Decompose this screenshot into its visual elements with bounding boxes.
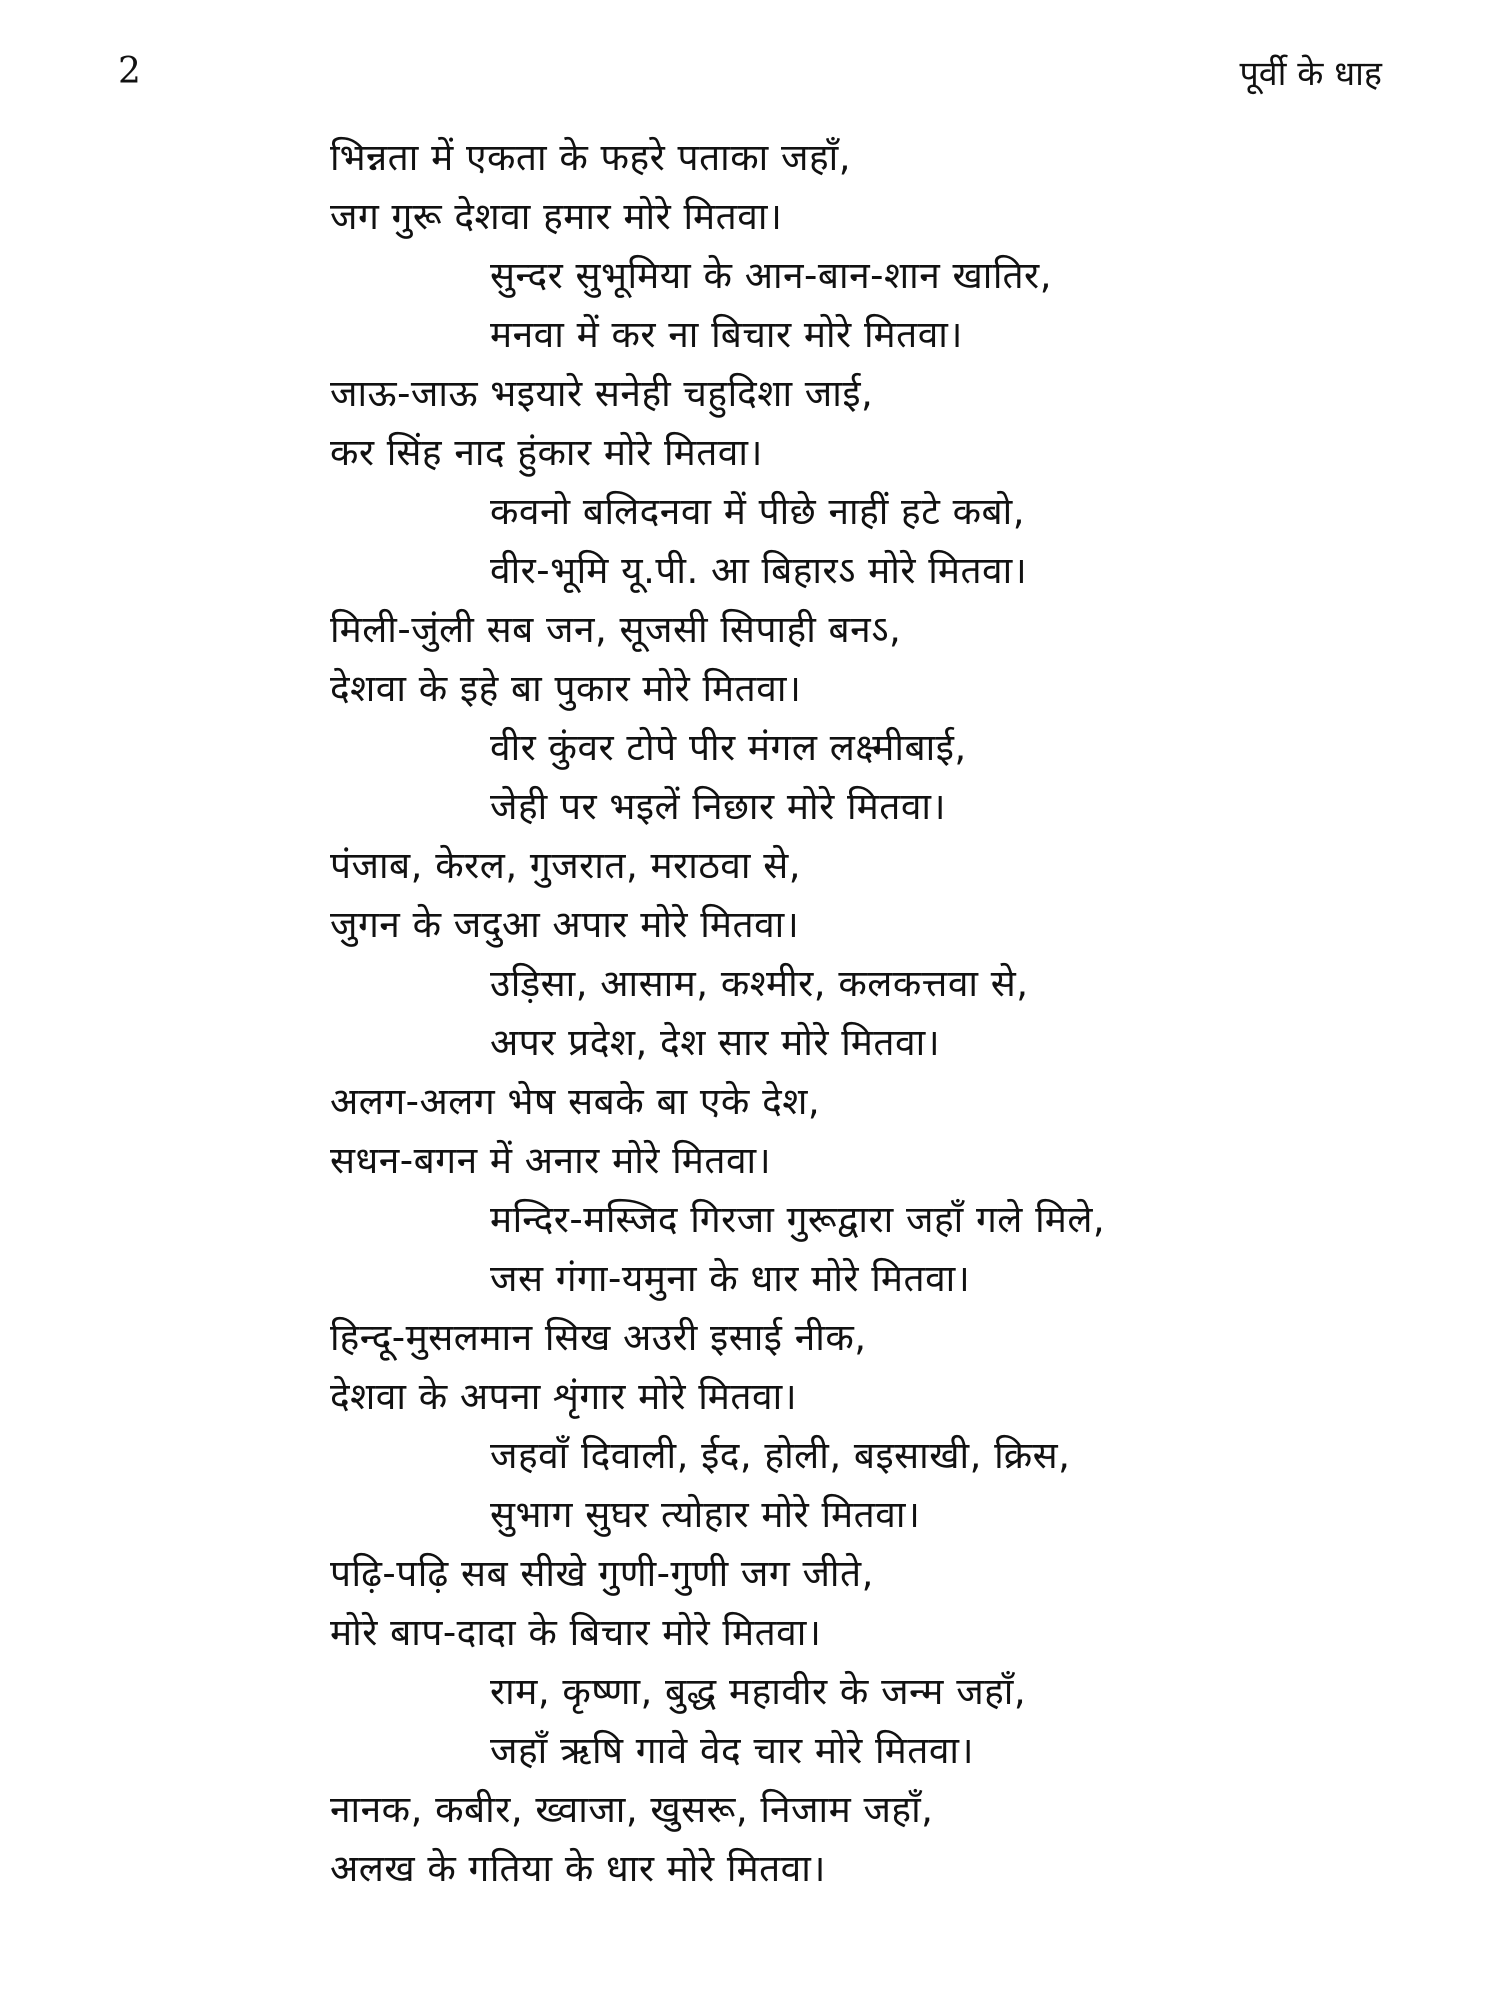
poem-line: जग गुरू देशवा हमार मोरे मितवा।: [330, 195, 783, 238]
poem-line: जाऊ-जाऊ भइयारे सनेही चहुदिशा जाई,: [330, 372, 874, 415]
poem-line: देशवा के इहे बा पुकार मोरे मितवा।: [330, 667, 802, 710]
running-header: पूर्वी के धाह: [1239, 54, 1382, 94]
poem-line: पढ़ि-पढ़ि सब सीखे गुणी-गुणी जग जीते,: [330, 1552, 874, 1595]
poem-line: जस गंगा-यमुना के धार मोरे मितवा।: [490, 1257, 971, 1300]
poem-line: जहाँ ऋषि गावे वेद चार मोरे मितवा।: [490, 1729, 975, 1772]
poem-line: वीर कुंवर टोपे पीर मंगल लक्ष्मीबाई,: [490, 726, 967, 769]
poem-line: सधन-बगन में अनार मोरे मितवा।: [330, 1139, 772, 1182]
poem-line: जेही पर भइलें निछार मोरे मितवा।: [490, 785, 946, 828]
poem-line: कवनो बलिदनवा में पीछे नाहीं हटे कबो,: [490, 490, 1025, 533]
poem-line: राम, कृष्णा, बुद्ध महावीर के जन्म जहाँ,: [490, 1670, 1027, 1713]
poem-line: अलख के गतिया के धार मोरे मितवा।: [330, 1847, 826, 1890]
poem-line: भिन्नता में एकता के फहरे पताका जहाँ,: [330, 136, 851, 179]
poem-line: सुभाग सुघर त्योहार मोरे मितवा।: [490, 1493, 921, 1536]
poem-line: कर सिंह नाद हुंकार मोरे मितवा।: [330, 431, 763, 474]
poem-line: मनवा में कर ना बिचार मोरे मितवा।: [490, 313, 963, 356]
poem-line: मिली-जुंली सब जन, सूजसी सिपाही बनऽ,: [330, 608, 902, 651]
poem-line: हिन्दू-मुसलमान सिख अउरी इसाई नीक,: [330, 1316, 867, 1359]
poem-line: मोरे बाप-दादा के बिचार मोरे मितवा।: [330, 1611, 822, 1654]
page-number: 2: [118, 51, 141, 92]
poem-line: वीर-भूमि यू.पी. आ बिहारऽ मोरे मितवा।: [490, 549, 1028, 592]
poem-line: जुगन के जदुआ अपार मोरे मितवा।: [330, 903, 800, 946]
poem-line: अपर प्रदेश, देश सार मोरे मितवा।: [490, 1021, 941, 1064]
poem-line: मन्दिर-मस्जिद गिरजा गुरूद्वारा जहाँ गले मिले,: [490, 1198, 1106, 1241]
poem-line: पंजाब, केरल, गुजरात, मराठवा से,: [330, 844, 802, 887]
poem-line: अलग-अलग भेष सबके बा एके देश,: [330, 1080, 821, 1123]
poem-line: नानक, कबीर, ख्वाजा, खुसरू, निजाम जहाँ,: [330, 1788, 934, 1831]
poem-line: जहवाँ दिवाली, ईद, होली, बइसाखी, क्रिस,: [490, 1434, 1071, 1477]
poem-line: उड़िसा, आसाम, कश्मीर, कलकत्तवा से,: [490, 962, 1029, 1005]
poem-line: देशवा के अपना शृंगार मोरे मितवा।: [330, 1375, 798, 1418]
poem-line: सुन्दर सुभूमिया के आन-बान-शान खातिर,: [490, 254, 1052, 297]
